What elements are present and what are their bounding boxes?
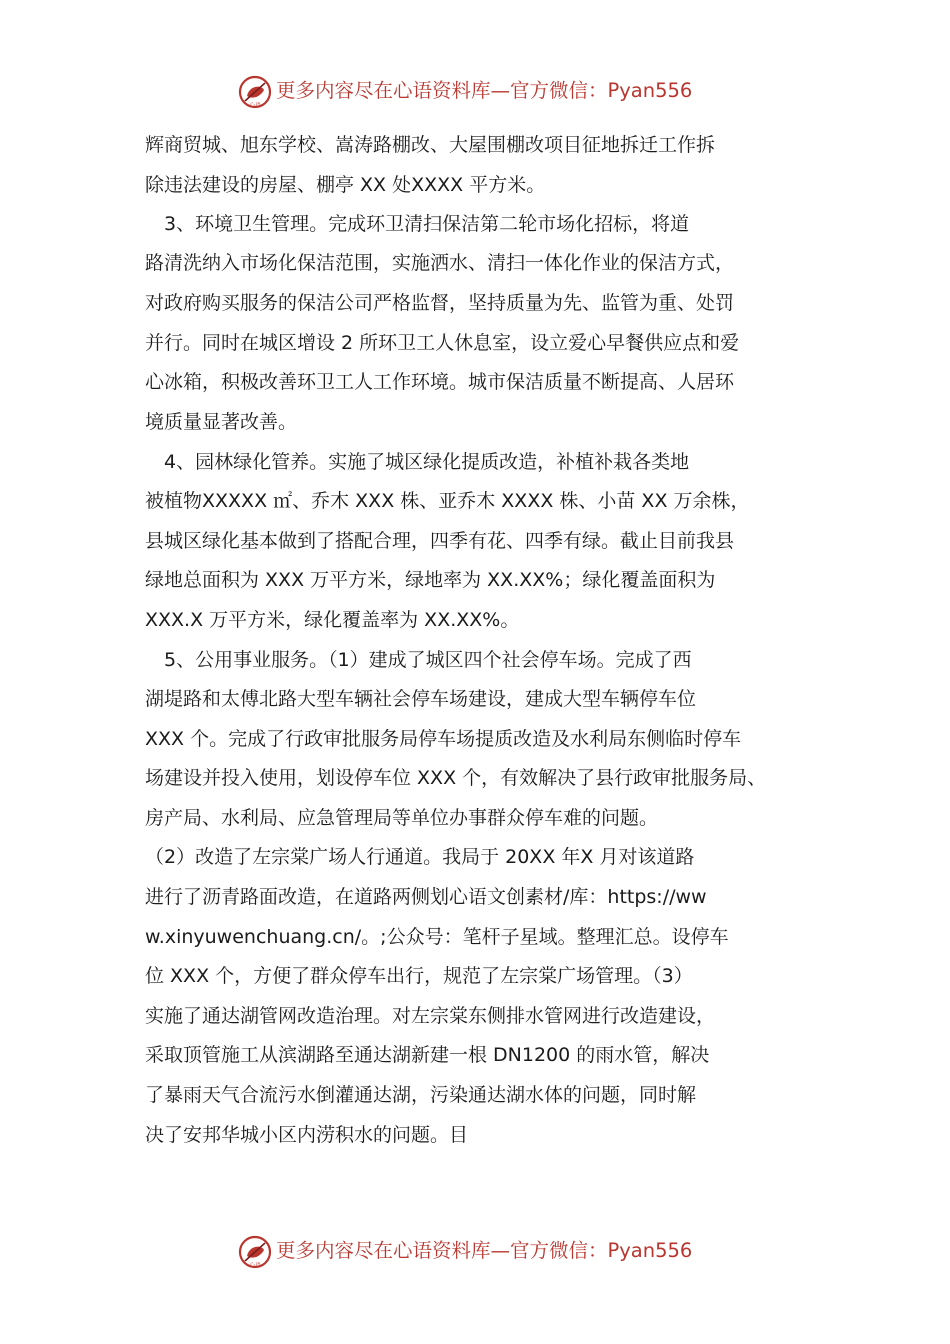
body-line: XXX 个。完成了行政审批服务局停车场提质改造及水利局东侧临时停车 bbox=[145, 728, 742, 750]
body-line: 辉商贸城、旭东学校、嵩涛路棚改、大屋围棚改项目征地拆迁工作拆 bbox=[145, 134, 716, 156]
body-line: w.xinyuwenchuang.cn/。;公众号：笔杆子星域。整理汇总。设停车 bbox=[145, 926, 729, 948]
body-line: 湖堤路和太傅北路大型车辆社会停车场建设，建成大型车辆停车位 bbox=[145, 688, 697, 710]
body-line: 5、公用事业服务。（1）建成了城区四个社会停车场。完成了西 bbox=[145, 649, 692, 671]
body-line: 进行了沥青路面改造，在道路两侧划心语文创素材/库：https://ww bbox=[145, 886, 707, 908]
xinyu-logo-icon bbox=[237, 1234, 273, 1270]
svg-text:心语: 心语 bbox=[248, 1262, 262, 1269]
body-line: 心冰箱，积极改善环卫工人工作环境。城市保洁质量不断提高、人居环 bbox=[145, 371, 735, 393]
body-line: 绿地总面积为 XXX 万平方米，绿地率为 XX.XX%；绿化覆盖面积为 bbox=[145, 569, 716, 591]
body-line: 除违法建设的房屋、棚亭 XX 处XXXX 平方米。 bbox=[145, 174, 546, 196]
header-banner bbox=[0, 72, 950, 112]
body-line: 并行。同时在城区增设 2 所环卫工人休息室，设立爱心早餐供应点和爱 bbox=[145, 332, 740, 354]
body-line: XXX.X 万平方米，绿化覆盖率为 XX.XX%。 bbox=[145, 609, 520, 631]
body-line: 路清洗纳入市场化保洁范围，实施洒水、清扫一体化作业的保洁方式， bbox=[145, 252, 735, 274]
body-line: 县城区绿化基本做到了搭配合理，四季有花、四季有绿。截止目前我县 bbox=[145, 530, 735, 552]
body-line: 4、园林绿化管养。实施了城区绿化提质改造，补植补栽各类地 bbox=[145, 451, 690, 473]
body-line: 场建设并投入使用，划设停车位 XXX 个，有效解决了县行政审批服务局、 bbox=[145, 767, 767, 789]
body-line: 位 XXX 个，方便了群众停车出行，规范了左宗棠广场管理。（3） bbox=[145, 965, 693, 987]
body-line: 实施了通达湖管网改造治理。对左宗棠东侧排水管网进行改造建设， bbox=[145, 1005, 716, 1027]
body-line: 了暴雨天气合流污水倒灌通达湖，污染通达湖水体的问题，同时解 bbox=[145, 1084, 697, 1106]
svg-text:心语: 心语 bbox=[248, 102, 262, 109]
xinyu-logo-icon bbox=[237, 74, 273, 110]
body-line: 被植物XXXXX ㎡、乔木 XXX 株、亚乔木 XXXX 株、小苗 XX 万余株， bbox=[145, 490, 750, 512]
footer-banner-text: 更多内容尽在心语资料库—官方微信：Pyan556 bbox=[276, 1239, 693, 1262]
footer-banner bbox=[0, 1232, 950, 1272]
body-line: 采取顶管施工从滨湖路至通达湖新建一根 DN1200 的雨水管，解决 bbox=[145, 1044, 710, 1066]
body-line: 3、环境卫生管理。完成环卫清扫保洁第二轮市场化招标，将道 bbox=[145, 213, 690, 235]
header-banner-text: 更多内容尽在心语资料库—官方微信：Pyan556 bbox=[276, 79, 693, 102]
body-line: 决了安邦华城小区内涝积水的问题。目 bbox=[145, 1124, 469, 1146]
body-line: 对政府购买服务的保洁公司严格监督，坚持质量为先、监管为重、处罚 bbox=[145, 292, 735, 314]
body-line: 房产局、水利局、应急管理局等单位办事群众停车难的问题。 bbox=[145, 807, 659, 829]
body-line: 境质量显著改善。 bbox=[145, 411, 298, 433]
body-line: （2）改造了左宗棠广场人行通道。我局于 20XX 年X 月对该道路 bbox=[145, 846, 695, 868]
